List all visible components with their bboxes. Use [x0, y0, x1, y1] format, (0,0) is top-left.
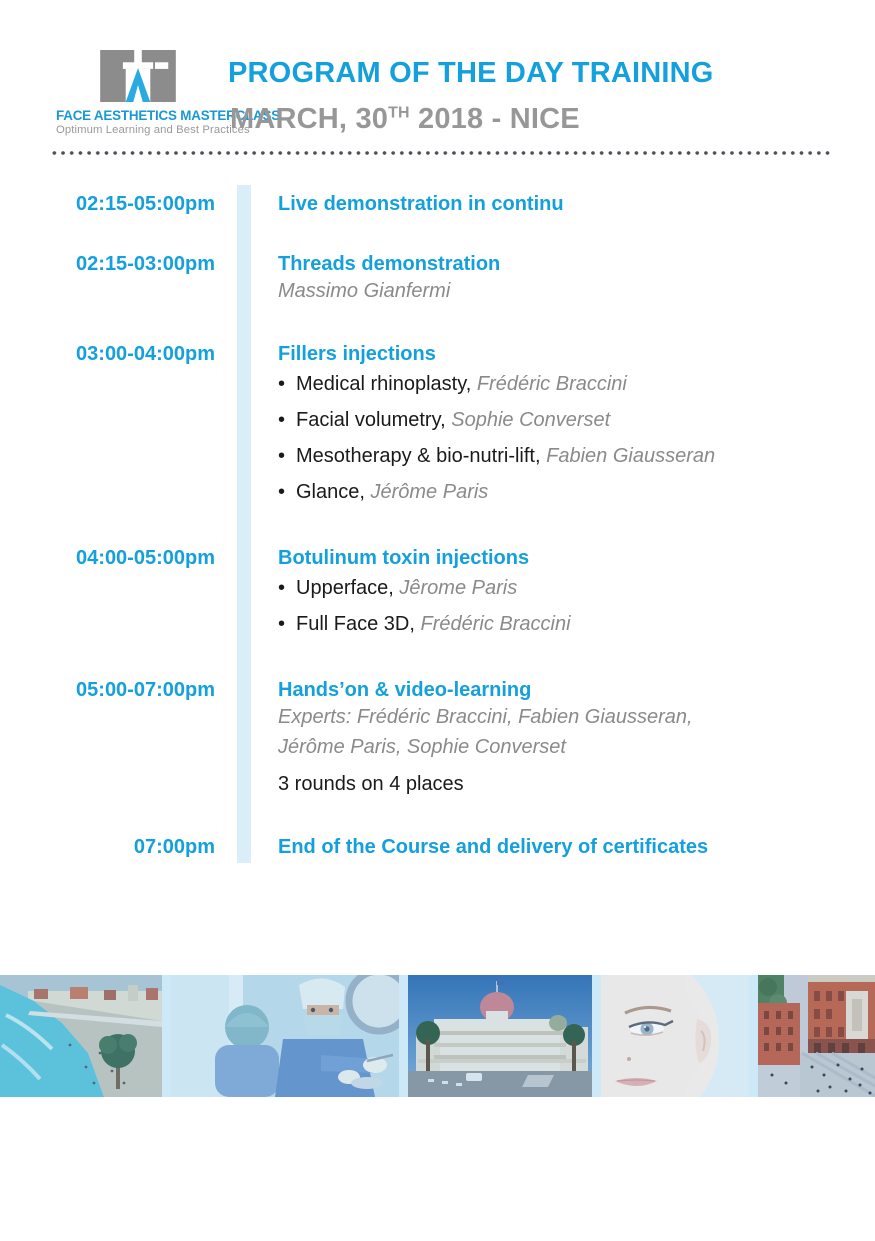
header-titles: [228, 57, 714, 135]
logo-brand-text: FACE AESTHETICS MASTERCLASS: [56, 108, 280, 123]
session-bullet: [278, 570, 835, 606]
fam-logo: [56, 50, 280, 137]
bullet-icon: •: [278, 481, 286, 503]
bullet-label: Mesotherapy & bio-nutri-lift,: [296, 445, 547, 467]
schedule-row: [0, 835, 875, 859]
schedule-row: [0, 192, 875, 216]
logo-tagline-text: Optimum Learning and Best Practices: [56, 124, 250, 136]
woman-face-closeup-photo: [601, 975, 749, 1097]
date-ordinal-sup: TH: [388, 104, 410, 122]
schedule-time: 04:00-05:00pm: [76, 547, 215, 569]
session-experts-line: Experts: Frédéric Braccini, Fabien Giausseran,: [278, 706, 693, 728]
bullet-icon: •: [278, 613, 286, 635]
fam-logo-mark-icon: [100, 50, 176, 102]
bullet-label: Facial volumetry,: [296, 409, 452, 431]
bullet-speaker: Frédéric Braccini: [420, 613, 571, 635]
schedule-content: [278, 192, 875, 216]
bullet-icon: •: [278, 373, 286, 395]
schedule-content: [278, 342, 875, 510]
bullet-speaker: Jérôme Paris: [370, 481, 489, 503]
schedule-list: [0, 192, 875, 895]
bullet-label: Upperface,: [296, 577, 400, 599]
page-subtitle-date: [230, 103, 714, 135]
bullet-speaker: Frédéric Braccini: [476, 373, 627, 395]
schedule-time: 07:00pm: [133, 836, 215, 858]
session-title: Fillers injections: [278, 343, 436, 365]
bullet-label: Glance,: [296, 481, 371, 503]
schedule-time: 02:15-05:00pm: [76, 193, 215, 215]
surgeons-operating-room-photo: [171, 975, 399, 1097]
bullet-label: Medical rhinoplasty,: [296, 373, 477, 395]
bullet-speaker: Sophie Converset: [451, 409, 611, 431]
hotel-negresco-photo: [408, 975, 592, 1097]
bullet-icon: •: [278, 577, 286, 599]
page-title: PROGRAM OF THE DAY TRAINING: [228, 57, 714, 89]
session-title: Botulinum toxin injections: [278, 547, 530, 569]
session-experts-line: Jérôme Paris, Sophie Converset: [278, 736, 566, 758]
schedule-row: [0, 678, 875, 799]
schedule-time: 02:15-03:00pm: [76, 253, 215, 275]
bullet-speaker: Jêrome Paris: [399, 577, 518, 599]
session-title: End of the Course and delivery of certificates: [278, 836, 709, 858]
schedule-row: [0, 342, 875, 510]
session-bullet: [278, 438, 835, 474]
schedule-content: [278, 252, 875, 306]
schedule-content: [278, 835, 875, 859]
session-bullet: [278, 474, 835, 510]
dotted-separator: [50, 150, 832, 156]
schedule-row: [0, 546, 875, 642]
session-note: 3 rounds on 4 places: [278, 773, 464, 795]
nice-beach-promenade-photo: [0, 975, 162, 1097]
schedule-content: [278, 678, 875, 799]
date-suffix: 2018 - NICE: [409, 103, 580, 135]
bullet-icon: •: [278, 409, 286, 431]
session-title: Threads demonstration: [278, 253, 501, 275]
session-bullet: [278, 402, 835, 438]
schedule-time: 03:00-04:00pm: [76, 343, 215, 365]
bullet-label: Full Face 3D,: [296, 613, 421, 635]
schedule-row: [0, 252, 875, 306]
session-speaker: Massimo Gianfermi: [278, 280, 451, 302]
schedule-time: 05:00-07:00pm: [76, 679, 215, 701]
footer-photo-strip: [0, 975, 875, 1097]
session-bullet: [278, 366, 835, 402]
date-prefix: MARCH, 30: [230, 103, 389, 135]
bullet-speaker: Fabien Giausseran: [546, 445, 716, 467]
session-title: Live demonstration in continu: [278, 193, 564, 215]
session-bullet: [278, 606, 835, 642]
place-massena-photo: [758, 975, 875, 1097]
session-title: Hands’on & video-learning: [278, 679, 532, 701]
bullet-icon: •: [278, 445, 286, 467]
schedule-content: [278, 546, 875, 642]
